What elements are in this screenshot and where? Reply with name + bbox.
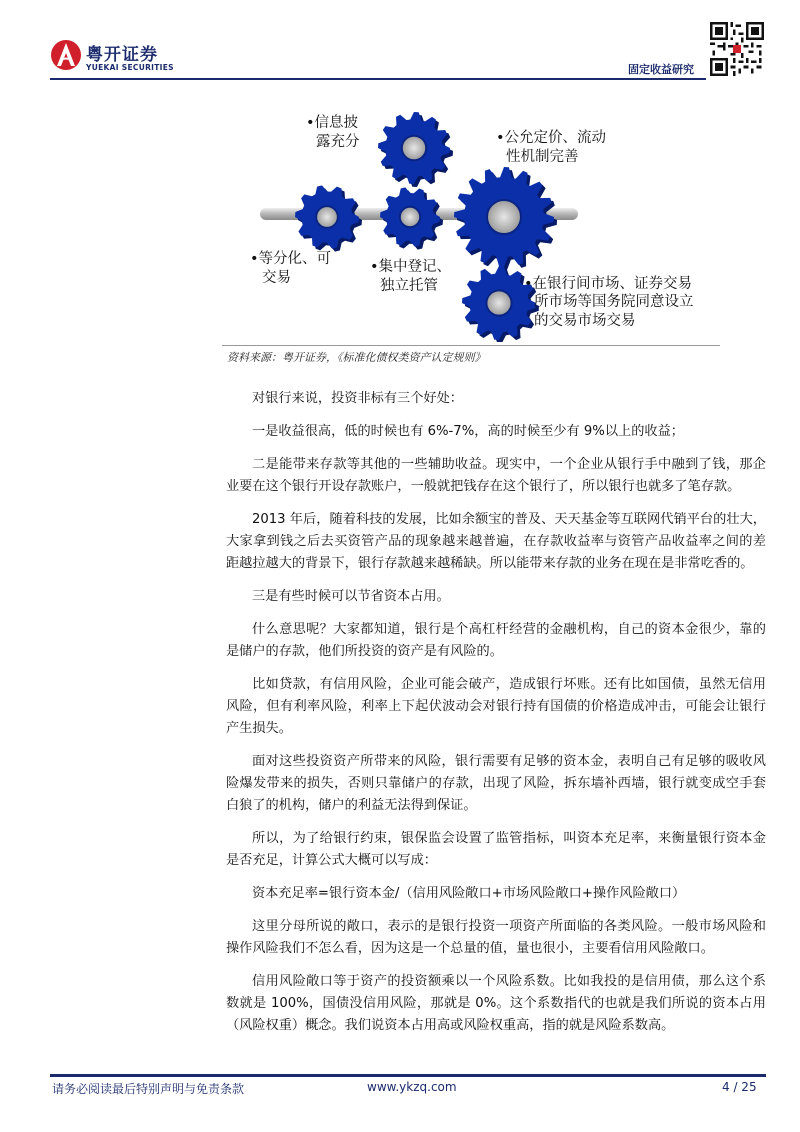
body-text bbox=[226, 388, 766, 1048]
section-title: 固定收益研究 bbox=[628, 63, 694, 76]
figure-source: 资料来源：粤开证券，《标准化债权类资产认定规则》 bbox=[227, 351, 486, 364]
gear-small-mid-icon bbox=[380, 187, 443, 249]
label-disclosure: 露充分 bbox=[316, 134, 360, 150]
label-market: 的交易市场交易 bbox=[534, 313, 636, 329]
paragraph: 比如贷款，有信用风险，企业可能会破产，造成银行坏账。还有比如国债，虽然无信用风险，但有利率风险，利率上下起伏波动会对银行持有国债的价格造成冲击，可能会让银行产生损失。 bbox=[226, 677, 766, 736]
paragraph: 2013 年后，随着科技的发展，比如余额宝的普及、天天基金等互联网代销平台的壮大，大家拿到钱之后去买资管产品的现象越来越普遍，在存款收益率与资管产品收益率之间的差距越拉越大的背景下，银行存款越来越稀缺。所以能带来存款的业务在现在是非常吃香的。 bbox=[226, 512, 766, 571]
paragraph: 二是能带来存款等其他的一些辅助收益。现实中，一个企业从银行手中融到了钱，那企业要在这个银行开设存款账户，一般就把钱存在这个银行了，所以银行也就多了笔存款。 bbox=[226, 457, 766, 494]
label-disclosure: •信息披 bbox=[306, 115, 359, 131]
gear-diagram bbox=[222, 100, 722, 342]
footer-website-link[interactable]: www.ykzq.com bbox=[367, 1080, 457, 1094]
paragraph: 面对这些投资资产所带来的风险，银行需要有足够的资本金，表明自己有足够的吸收风险爆发带来的损失，否则只靠储户的存款，出现了风险，拆东墙补西墙，银行就变成空手套白狼了的机构，储户的利益无法得到保证。 bbox=[226, 754, 766, 813]
label-registry: •集中登记、 bbox=[370, 259, 452, 275]
brand-name-cn: 粤开证券 bbox=[86, 45, 158, 65]
paragraph: 对银行来说，投资非标有三个好处： bbox=[252, 391, 463, 406]
paragraph: 信用风险敞口等于资产的投资额乘以一个风险系数。比如我投的是信用债，那么这个系数就是 100%，国债没信用风险，那就是 0%。这个系数指代的也就是我们所说的资本占用（风险权重）概念。我们说资本占用高或风险权重高，指的就是风险系数高。 bbox=[226, 974, 766, 1033]
figure-rule bbox=[222, 345, 720, 346]
label-market: •在银行间市场、证券交易 bbox=[524, 276, 693, 292]
gear-large-right-icon bbox=[454, 167, 557, 270]
paragraph: 三是有些时候可以节省资本占用。 bbox=[252, 589, 450, 604]
footer-disclaimer-link[interactable]: 请务必阅读最后特别声明与免责条款 bbox=[52, 1082, 245, 1096]
page-number: 4 / 25 bbox=[722, 1080, 757, 1094]
label-registry: 独立托管 bbox=[380, 278, 438, 294]
header-rule bbox=[50, 78, 706, 80]
gear-small-left-icon bbox=[295, 185, 362, 251]
formula: 资本充足率=银行资本金/（信用风险敞口+市场风险敞口+操作风险敞口） bbox=[252, 886, 686, 901]
gear-top-icon bbox=[378, 112, 453, 187]
footer-rule bbox=[50, 1074, 766, 1077]
label-market: 所市场等国务院同意设立 bbox=[534, 294, 694, 310]
yuekai-logo-icon bbox=[50, 38, 82, 72]
qr-code-icon bbox=[710, 22, 764, 76]
paragraph: 什么意思呢？大家都知道，银行是个高杠杆经营的金融机构，自己的资本金很少，靠的是储户的存款，他们所投资的资产是有风险的。 bbox=[226, 622, 766, 659]
label-divisible: 交易 bbox=[262, 270, 291, 286]
paragraph: 一是收益很高，低的时候也有 6%-7%，高的时候至少有 9%以上的收益； bbox=[252, 424, 684, 439]
label-pricing: •公允定价、流动 bbox=[496, 130, 607, 146]
brand-name-en: YUEKAI SECURITIES bbox=[86, 63, 174, 72]
label-divisible: •等分化、可 bbox=[250, 251, 332, 267]
paragraph: 所以，为了给银行约束，银保监会设置了监管指标，叫资本充足率，来衡量银行资本金是否充足，计算公式大概可以写成： bbox=[226, 831, 766, 868]
paragraph: 这里分母所说的敞口，表示的是银行投资一项资产所面临的各类风险。一般市场风险和操作风险我们不怎么看，因为这是一个总量的值，量也很小，主要看信用风险敞口。 bbox=[226, 919, 766, 956]
label-pricing: 性机制完善 bbox=[506, 149, 579, 165]
